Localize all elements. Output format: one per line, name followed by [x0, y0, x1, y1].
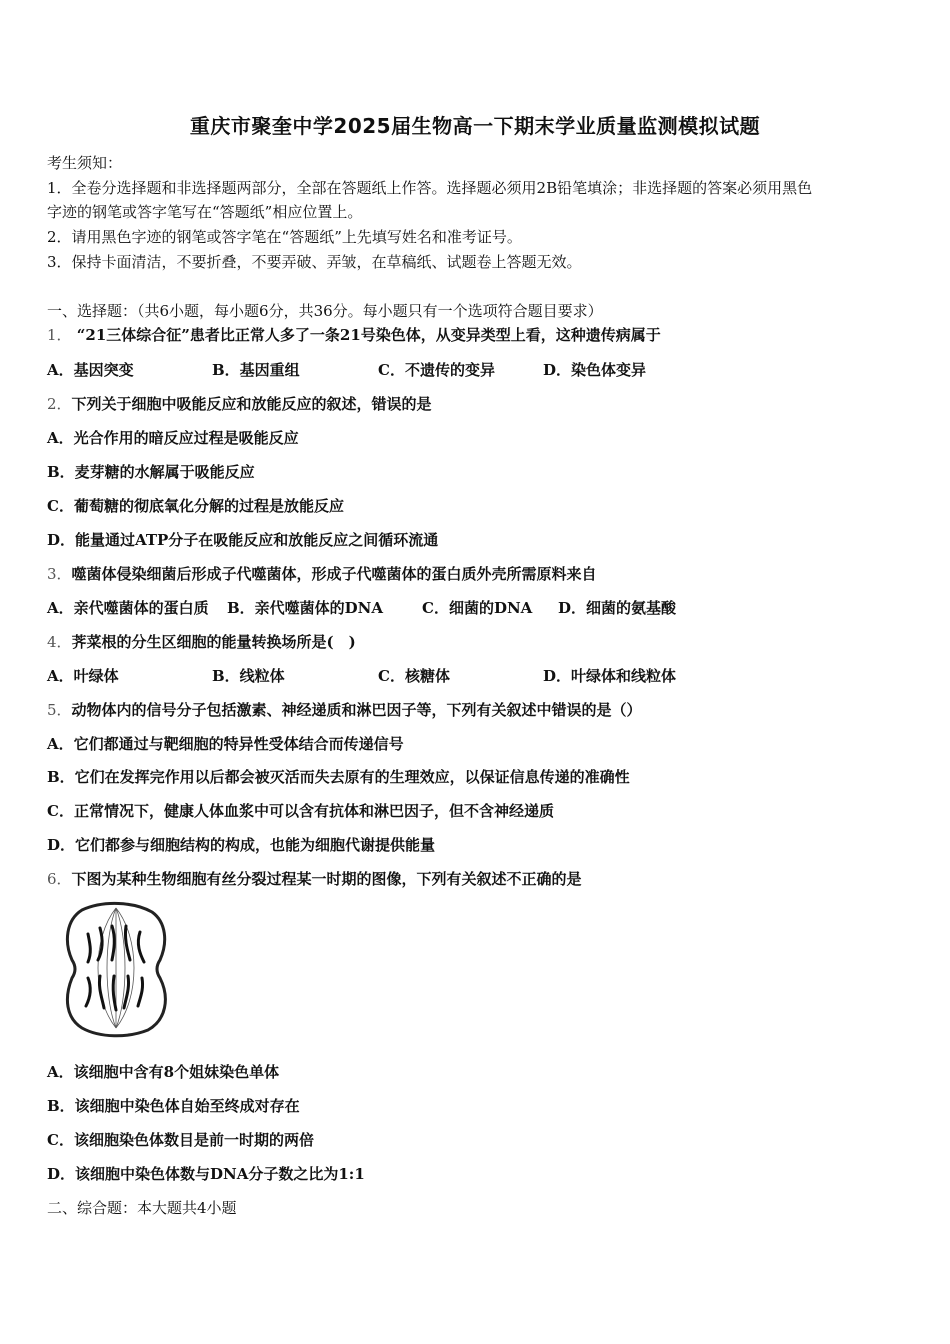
notice-item-3: 3．保持卡面清洁，不要折叠，不要弄破、弄皱，在草稿纸、试题卷上答题无效。	[47, 253, 582, 271]
chromosomes-lower	[86, 976, 143, 1010]
option-a[interactable]: A．基因突变	[47, 361, 134, 379]
question-4	[47, 631, 356, 653]
option-c[interactable]: C．细菌的DNA	[422, 599, 533, 617]
notice-item-2: 2．请用黑色字迹的钢笔或答字笔在“答题纸”上先填写姓名和准考证号。	[47, 228, 522, 246]
question-6	[47, 868, 582, 890]
question-stem: 下列关于细胞中吸能反应和放能反应的叙述，错误的是	[71, 395, 432, 413]
option-d[interactable]: D．染色体变异	[543, 361, 647, 379]
page-title: 重庆市聚奎中学2025届生物高一下期末学业质量监测模拟试题	[189, 114, 761, 138]
section-1-heading: 一、选择题：（共6小题，每小题6分，共36分。每小题只有一个选项符合题目要求）	[47, 302, 603, 320]
question-number: 1．	[47, 326, 72, 344]
question-3-options	[47, 597, 676, 619]
option-d[interactable]: D．它们都参与细胞结构的构成，也能为细胞代谢提供能量	[47, 836, 436, 854]
notice-item-1-cont: 字迹的钢笔或答字笔写在“答题纸”相应位置上。	[47, 203, 363, 221]
option-b[interactable]: B．基因重组	[212, 361, 300, 379]
question-1-options	[47, 359, 646, 381]
question-stem: 动物体内的信号分子包括激素、神经递质和淋巴因子等，下列有关叙述中错误的是（）	[71, 701, 642, 719]
option-c[interactable]: C．该细胞染色体数目是前一时期的两倍	[47, 1131, 314, 1149]
question-number: 4．	[47, 633, 72, 651]
question-number: 6．	[47, 870, 72, 888]
option-a[interactable]: A．它们都通过与靶细胞的特异性受体结合而传递信号	[47, 735, 404, 753]
option-d[interactable]: D．叶绿体和线粒体	[543, 667, 677, 685]
question-number: 3．	[47, 565, 72, 583]
notice-item-1: 1．全卷分选择题和非选择题两部分，全部在答题纸上作答。选择题必须用2B铅笔填涂；非选择题的答案必须用黑色	[47, 179, 813, 197]
notice-heading: 考生须知：	[47, 154, 123, 172]
question-stem: 噬菌体侵染细菌后形成子代噬菌体，形成子代噬菌体的蛋白质外壳所需原料来自	[71, 565, 597, 583]
question-stem: 下图为某种生物细胞有丝分裂过程某一时期的图像，下列有关叙述不正确的是	[71, 870, 582, 888]
option-c[interactable]: C．核糖体	[378, 667, 450, 685]
question-3	[47, 563, 597, 585]
question-number: 2．	[47, 395, 72, 413]
option-b[interactable]: B．该细胞中染色体自始至终成对存在	[47, 1097, 300, 1115]
question-4-options	[47, 665, 676, 687]
option-b[interactable]: B．麦芽糖的水解属于吸能反应	[47, 463, 255, 481]
section-2-heading: 二、综合题：本大题共4小题	[47, 1199, 237, 1217]
option-d[interactable]: D．该细胞中染色体数与DNA分子数之比为1:1	[47, 1165, 365, 1183]
question-2	[47, 393, 432, 415]
option-b[interactable]: B．亲代噬菌体的DNA	[227, 599, 384, 617]
option-b[interactable]: B．它们在发挥完作用以后都会被灭活而失去原有的生理效应，以保证信息传递的准确性	[47, 768, 630, 786]
option-a[interactable]: A．亲代噬菌体的蛋白质	[47, 599, 209, 617]
mitosis-cell-figure	[62, 898, 170, 1038]
question-stem: 荠菜根的分生区细胞的能量转换场所是( )	[71, 633, 356, 651]
option-c[interactable]: C．不遗传的变异	[378, 361, 495, 379]
question-1	[47, 324, 661, 346]
option-c[interactable]: C．正常情况下，健康人体血浆中可以含有抗体和淋巴因子，但不含神经递质	[47, 802, 554, 820]
option-d[interactable]: D．细菌的氨基酸	[558, 599, 677, 617]
question-stem: “21三体综合征”患者比正常人多了一条21号染色体，从变异类型上看，这种遗传病属于	[71, 326, 661, 344]
option-c[interactable]: C．葡萄糖的彻底氧化分解的过程是放能反应	[47, 497, 344, 515]
question-number: 5．	[47, 701, 72, 719]
option-d[interactable]: D．能量通过ATP分子在吸能反应和放能反应之间循环流通	[47, 531, 439, 549]
option-b[interactable]: B．线粒体	[212, 667, 285, 685]
option-a[interactable]: A．该细胞中含有8个姐妹染色单体	[47, 1063, 280, 1081]
option-a[interactable]: A．叶绿体	[47, 667, 119, 685]
option-a[interactable]: A．光合作用的暗反应过程是吸能反应	[47, 429, 299, 447]
question-5	[47, 699, 642, 721]
